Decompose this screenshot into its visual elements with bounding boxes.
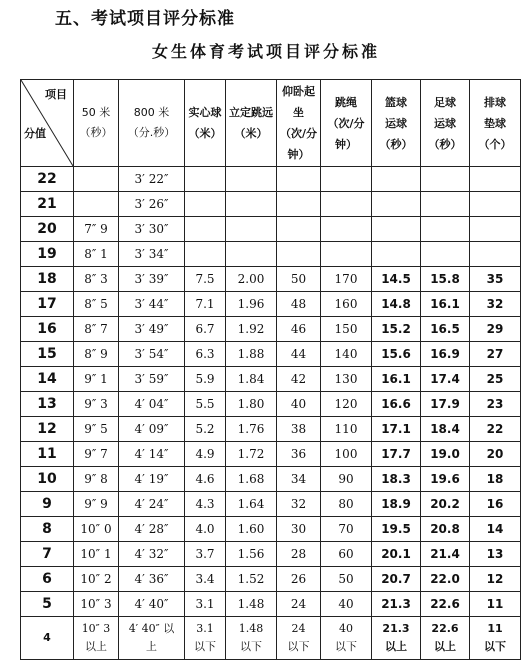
cell-football-dribble: 21.4 [421,542,470,567]
cell-800m: 4′ 04″ [119,392,185,417]
cell-50m: 8″ 1 [74,242,119,267]
cell-basketball-dribble: 20.7 [372,567,421,592]
cell-volleyball-pass: 18 [470,467,521,492]
cell-800m: 3′ 49″ [119,317,185,342]
cell-volleyball-pass: 16 [470,492,521,517]
table-row-minimum [21,617,521,660]
cell-standing-jump: 1.48 以下 [226,617,277,660]
cell-basketball-dribble: 18.9 [372,492,421,517]
cell-score: 21 [21,192,74,217]
table-row [21,267,521,292]
cell-rope-skipping: 90 [321,467,372,492]
cell-standing-jump: 2.00 [226,267,277,292]
cell-50m: 7″ 9 [74,217,119,242]
table-row [21,192,521,217]
col-header-volleyball-pass: 排球 垫球 （个） [470,80,521,167]
cell-50m [74,192,119,217]
cell-football-dribble: 18.4 [421,417,470,442]
cell-solid-ball: 3.1 以下 [185,617,226,660]
cell-solid-ball: 7.5 [185,267,226,292]
cell-football-dribble [421,192,470,217]
cell-sit-ups: 24 以下 [277,617,321,660]
cell-sit-ups: 28 [277,542,321,567]
cell-standing-jump: 1.92 [226,317,277,342]
cell-800m: 3′ 26″ [119,192,185,217]
cell-standing-jump [226,167,277,192]
cell-solid-ball [185,167,226,192]
cell-basketball-dribble: 15.6 [372,342,421,367]
cell-volleyball-pass: 32 [470,292,521,317]
cell-50m: 9″ 3 [74,392,119,417]
cell-rope-skipping: 150 [321,317,372,342]
cell-football-dribble: 22.0 [421,567,470,592]
cell-800m: 3′ 30″ [119,217,185,242]
cell-standing-jump: 1.68 [226,467,277,492]
cell-score: 9 [21,492,74,517]
cell-volleyball-pass: 11 [470,592,521,617]
cell-50m [74,167,119,192]
cell-800m: 4′ 14″ [119,442,185,467]
cell-50m: 9″ 5 [74,417,119,442]
cell-solid-ball: 5.9 [185,367,226,392]
cell-50m: 9″ 9 [74,492,119,517]
cell-solid-ball: 4.6 [185,467,226,492]
cell-volleyball-pass [470,167,521,192]
cell-solid-ball: 3.1 [185,592,226,617]
col-header-sit-ups: 仰卧起 坐 （次/分 钟） [277,80,321,167]
cell-score: 20 [21,217,74,242]
table-body [21,167,521,660]
cell-volleyball-pass: 11 以下 [470,617,521,660]
cell-800m: 3′ 44″ [119,292,185,317]
cell-basketball-dribble [372,217,421,242]
cell-solid-ball: 3.4 [185,567,226,592]
cell-score: 15 [21,342,74,367]
cell-rope-skipping: 50 [321,567,372,592]
table-row [21,417,521,442]
cell-standing-jump: 1.84 [226,367,277,392]
cell-solid-ball: 3.7 [185,542,226,567]
cell-rope-skipping [321,192,372,217]
cell-sit-ups: 50 [277,267,321,292]
cell-sit-ups: 44 [277,342,321,367]
cell-50m: 10″ 3 [74,592,119,617]
table-title: 女生体育考试项目评分标准 [151,42,380,61]
cell-rope-skipping: 170 [321,267,372,292]
cell-score: 19 [21,242,74,267]
cell-50m: 9″ 7 [74,442,119,467]
col-header-rope-skipping: 跳绳 （次/分 钟） [321,80,372,167]
cell-football-dribble [421,167,470,192]
cell-sit-ups: 40 [277,392,321,417]
table-row [21,442,521,467]
cell-volleyball-pass [470,192,521,217]
col-header-800m: 800 米 （分.秒） [119,80,185,167]
cell-football-dribble: 16.5 [421,317,470,342]
cell-rope-skipping: 80 [321,492,372,517]
cell-standing-jump: 1.96 [226,292,277,317]
cell-score: 16 [21,317,74,342]
cell-sit-ups [277,217,321,242]
cell-800m: 4′ 09″ [119,417,185,442]
cell-800m: 4′ 24″ [119,492,185,517]
table-row [21,167,521,192]
col-header-standing-jump: 立定跳远 （米） [226,80,277,167]
cell-solid-ball: 6.3 [185,342,226,367]
cell-football-dribble: 20.2 [421,492,470,517]
cell-rope-skipping [321,167,372,192]
cell-sit-ups: 46 [277,317,321,342]
cell-score: 11 [21,442,74,467]
cell-800m: 4′ 36″ [119,567,185,592]
cell-basketball-dribble: 17.7 [372,442,421,467]
cell-standing-jump [226,242,277,267]
cell-sit-ups: 30 [277,517,321,542]
table-row [21,517,521,542]
cell-sit-ups: 48 [277,292,321,317]
cell-football-dribble: 17.4 [421,367,470,392]
cell-football-dribble: 19.0 [421,442,470,467]
cell-basketball-dribble: 16.1 [372,367,421,392]
cell-50m: 8″ 7 [74,317,119,342]
cell-score: 22 [21,167,74,192]
cell-rope-skipping: 60 [321,542,372,567]
cell-rope-skipping: 100 [321,442,372,467]
cell-800m: 3′ 39″ [119,267,185,292]
cell-football-dribble: 19.6 [421,467,470,492]
cell-football-dribble: 17.9 [421,392,470,417]
cell-50m: 10″ 2 [74,567,119,592]
cell-standing-jump: 1.76 [226,417,277,442]
cell-solid-ball: 4.0 [185,517,226,542]
cell-football-dribble [421,242,470,267]
cell-volleyball-pass: 23 [470,392,521,417]
corner-header [21,80,74,167]
cell-basketball-dribble: 21.3 [372,592,421,617]
cell-solid-ball: 4.9 [185,442,226,467]
cell-50m: 8″ 3 [74,267,119,292]
cell-football-dribble: 16.9 [421,342,470,367]
cell-volleyball-pass: 13 [470,542,521,567]
cell-800m: 3′ 54″ [119,342,185,367]
table-row [21,467,521,492]
cell-800m: 3′ 59″ [119,367,185,392]
cell-basketball-dribble: 21.3 以上 [372,617,421,660]
cell-800m: 4′ 40″ 以 上 [119,617,185,660]
cell-basketball-dribble [372,242,421,267]
table-row [21,367,521,392]
table-row [21,242,521,267]
cell-football-dribble: 16.1 [421,292,470,317]
cell-standing-jump: 1.88 [226,342,277,367]
cell-score: 8 [21,517,74,542]
cell-volleyball-pass: 12 [470,567,521,592]
cell-solid-ball [185,192,226,217]
cell-rope-skipping: 140 [321,342,372,367]
cell-score: 7 [21,542,74,567]
cell-50m: 10″ 3 以上 [74,617,119,660]
cell-800m: 3′ 34″ [119,242,185,267]
table-row [21,217,521,242]
cell-sit-ups: 34 [277,467,321,492]
cell-sit-ups: 36 [277,442,321,467]
cell-standing-jump: 1.72 [226,442,277,467]
cell-score: 18 [21,267,74,292]
cell-basketball-dribble [372,192,421,217]
header-row [21,80,521,167]
table-row [21,542,521,567]
cell-score: 14 [21,367,74,392]
cell-solid-ball: 4.3 [185,492,226,517]
cell-sit-ups: 24 [277,592,321,617]
cell-rope-skipping: 120 [321,392,372,417]
table-row [21,592,521,617]
cell-standing-jump [226,217,277,242]
cell-800m: 4′ 19″ [119,467,185,492]
cell-football-dribble: 22.6 以上 [421,617,470,660]
cell-football-dribble [421,217,470,242]
cell-standing-jump: 1.80 [226,392,277,417]
cell-solid-ball [185,242,226,267]
table-row [21,392,521,417]
cell-score: 4 [21,617,74,660]
cell-basketball-dribble: 19.5 [372,517,421,542]
cell-sit-ups: 26 [277,567,321,592]
corner-score-label: 分值 [24,127,46,140]
cell-volleyball-pass: 29 [470,317,521,342]
cell-sit-ups [277,242,321,267]
corner-project-label: 项目 [45,88,67,101]
cell-score: 12 [21,417,74,442]
cell-basketball-dribble: 16.6 [372,392,421,417]
cell-sit-ups: 38 [277,417,321,442]
cell-standing-jump [226,192,277,217]
cell-score: 6 [21,567,74,592]
section-title: 五、考试项目评分标准 [55,9,235,29]
cell-standing-jump: 1.48 [226,592,277,617]
cell-basketball-dribble: 17.1 [372,417,421,442]
cell-volleyball-pass: 20 [470,442,521,467]
cell-800m: 4′ 32″ [119,542,185,567]
cell-sit-ups: 32 [277,492,321,517]
cell-standing-jump: 1.52 [226,567,277,592]
cell-score: 10 [21,467,74,492]
cell-solid-ball: 5.2 [185,417,226,442]
scoring-table [20,79,521,660]
cell-volleyball-pass: 14 [470,517,521,542]
cell-50m: 9″ 1 [74,367,119,392]
table-row [21,492,521,517]
table-row [21,567,521,592]
cell-50m: 10″ 1 [74,542,119,567]
cell-rope-skipping: 70 [321,517,372,542]
cell-sit-ups [277,192,321,217]
cell-basketball-dribble: 18.3 [372,467,421,492]
cell-rope-skipping [321,217,372,242]
cell-basketball-dribble: 14.5 [372,267,421,292]
cell-rope-skipping [321,242,372,267]
cell-solid-ball: 7.1 [185,292,226,317]
cell-standing-jump: 1.56 [226,542,277,567]
cell-basketball-dribble: 15.2 [372,317,421,342]
cell-volleyball-pass: 27 [470,342,521,367]
cell-rope-skipping: 40 [321,592,372,617]
cell-volleyball-pass: 35 [470,267,521,292]
cell-basketball-dribble: 20.1 [372,542,421,567]
cell-standing-jump: 1.60 [226,517,277,542]
cell-800m: 3′ 22″ [119,167,185,192]
table-row [21,342,521,367]
col-header-solid-ball: 实心球 （米） [185,80,226,167]
cell-800m: 4′ 40″ [119,592,185,617]
cell-football-dribble: 15.8 [421,267,470,292]
cell-50m: 9″ 8 [74,467,119,492]
cell-50m: 8″ 9 [74,342,119,367]
cell-standing-jump: 1.64 [226,492,277,517]
cell-50m: 10″ 0 [74,517,119,542]
cell-sit-ups [277,167,321,192]
cell-football-dribble: 22.6 [421,592,470,617]
cell-volleyball-pass [470,217,521,242]
cell-football-dribble: 20.8 [421,517,470,542]
cell-rope-skipping: 130 [321,367,372,392]
cell-rope-skipping: 160 [321,292,372,317]
cell-solid-ball [185,217,226,242]
cell-50m: 8″ 5 [74,292,119,317]
col-header-football-dribble: 足球 运球 （秒） [421,80,470,167]
cell-score: 13 [21,392,74,417]
cell-volleyball-pass [470,242,521,267]
cell-basketball-dribble: 14.8 [372,292,421,317]
cell-score: 17 [21,292,74,317]
cell-volleyball-pass: 25 [470,367,521,392]
cell-solid-ball: 6.7 [185,317,226,342]
col-header-50m: 50 米 （秒） [74,80,119,167]
table-row [21,317,521,342]
cell-rope-skipping: 40 以下 [321,617,372,660]
table-row [21,292,521,317]
cell-solid-ball: 5.5 [185,392,226,417]
cell-sit-ups: 42 [277,367,321,392]
cell-800m: 4′ 28″ [119,517,185,542]
col-header-basketball-dribble: 篮球 运球 （秒） [372,80,421,167]
cell-basketball-dribble [372,167,421,192]
cell-rope-skipping: 110 [321,417,372,442]
cell-score: 5 [21,592,74,617]
cell-volleyball-pass: 22 [470,417,521,442]
